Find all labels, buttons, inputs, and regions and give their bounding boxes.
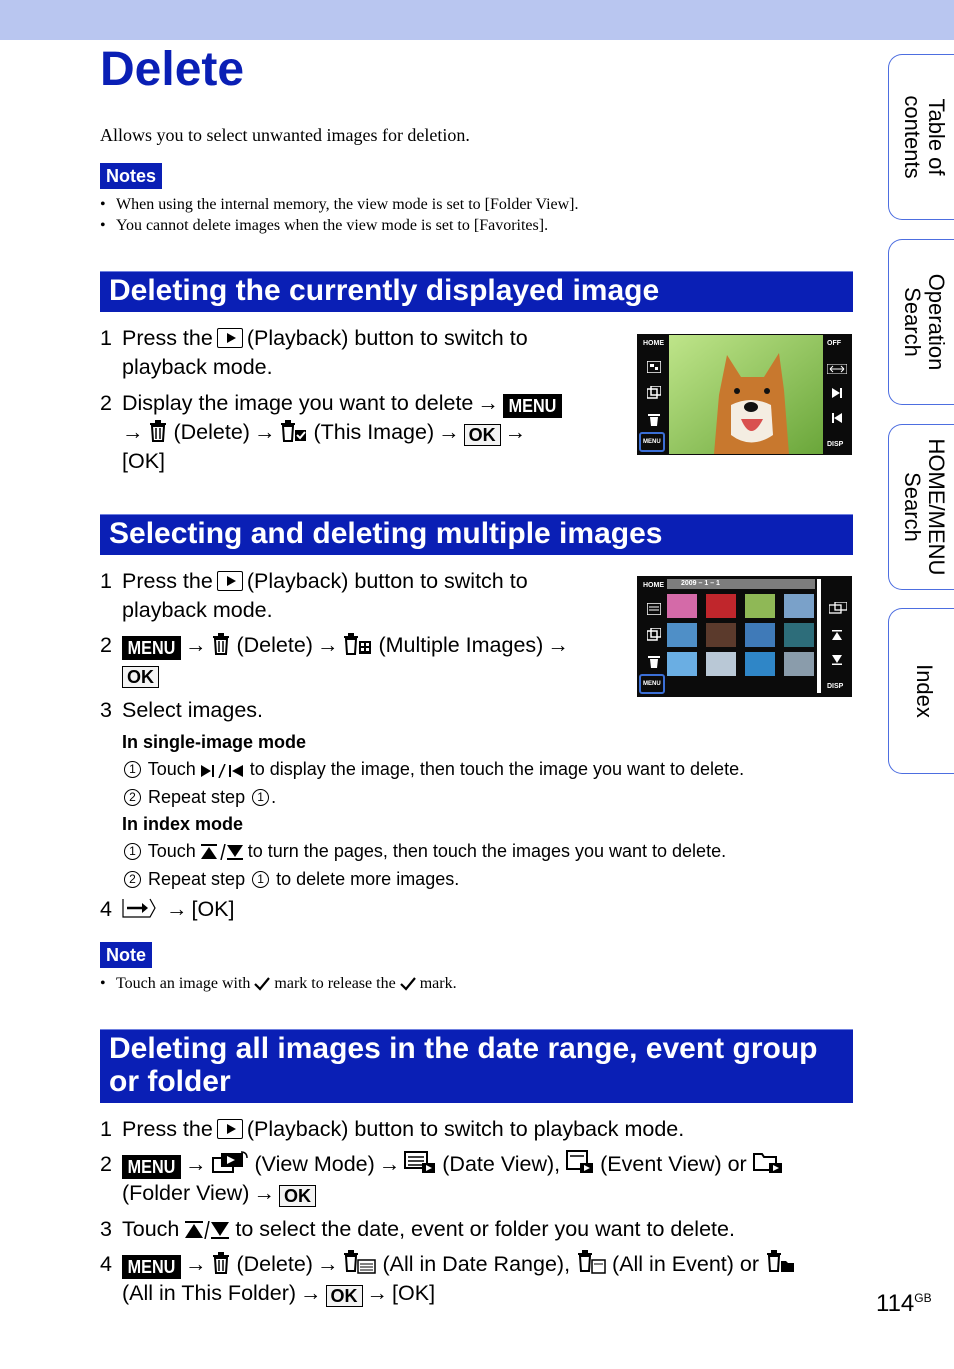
top-band xyxy=(0,0,954,40)
view-mode-icon xyxy=(647,628,661,642)
section3-step1: Press the (Playback) button to switch to playback mode. xyxy=(122,1117,685,1141)
date-view-icon xyxy=(647,603,661,615)
resize-icon xyxy=(827,364,847,374)
section2-step2: MENU → (Delete) → (Multiple Images) → OK xyxy=(122,631,573,689)
tab-index[interactable]: Index xyxy=(888,608,954,774)
note-label: Note xyxy=(100,942,152,968)
section3-step2: MENU → (View Mode) → (Date View), (Event View) or (Folder View) → OK xyxy=(122,1150,783,1208)
thumbnail[interactable] xyxy=(784,623,814,647)
ok-button-icon: OK xyxy=(464,424,501,446)
view-mode-icon xyxy=(211,1150,249,1174)
date-bar: 2009 – 1 – 1 xyxy=(667,579,815,589)
camera-screen-index xyxy=(637,576,852,697)
menu-icon: MENU xyxy=(503,394,562,418)
camera-screen-single xyxy=(637,334,852,455)
view-mode-switch-icon[interactable] xyxy=(829,602,847,614)
thumbnail[interactable] xyxy=(706,594,736,618)
note-item: • Touch an image with mark to release the mark. xyxy=(100,973,457,994)
thumbnail[interactable] xyxy=(706,623,736,647)
step-number: 1 xyxy=(100,1117,112,1141)
menu-icon: MENU xyxy=(122,1155,181,1179)
notes-label: Notes xyxy=(100,163,162,189)
thumbnail[interactable] xyxy=(745,652,775,676)
notes-list xyxy=(100,194,579,236)
event-view-icon xyxy=(566,1150,594,1174)
menu-icon: MENU xyxy=(122,1255,181,1279)
thumbnail[interactable] xyxy=(667,594,697,618)
checkmark-icon xyxy=(400,977,416,991)
tab-operation-search[interactable]: Operation Search xyxy=(888,239,954,405)
thumbnail[interactable] xyxy=(745,594,775,618)
ok-button-icon: OK xyxy=(122,666,159,688)
step-number: 2 xyxy=(100,1152,112,1176)
scrollbar[interactable] xyxy=(817,579,821,693)
playback-icon xyxy=(217,1119,243,1139)
thumbnail[interactable] xyxy=(706,652,736,676)
delete-this-image-icon xyxy=(279,420,307,442)
tab-table-of-contents[interactable]: Table of contents xyxy=(888,54,954,220)
ok-button-icon: OK xyxy=(326,1285,363,1307)
next-icon[interactable] xyxy=(832,388,842,398)
section2-step4: → [OK] xyxy=(122,895,235,924)
off-label: OFF xyxy=(827,340,841,347)
page-up-down-icon xyxy=(201,844,243,860)
page-up-icon[interactable] xyxy=(832,630,842,640)
disp-label: DISP xyxy=(827,683,844,690)
page-number: $114^{GB}$ xyxy=(876,1290,932,1317)
section2-step1: Press the (Playback) button to switch to playback mode. xyxy=(122,569,528,622)
thumbnail[interactable] xyxy=(667,623,697,647)
trash-icon xyxy=(148,420,168,442)
trash-icon xyxy=(648,654,660,668)
section1-step1: Press the (Playback) button to switch to playback mode. xyxy=(122,326,528,379)
page-up-down-icon xyxy=(185,1221,229,1239)
step-number: 4 xyxy=(100,1252,112,1276)
menu-button[interactable]: MENU xyxy=(639,674,665,694)
thumbnail[interactable] xyxy=(784,652,814,676)
checkmark-icon xyxy=(254,977,270,991)
slideshow-icon xyxy=(647,361,661,373)
step-number: 4 xyxy=(100,897,112,921)
view-mode-icon xyxy=(647,386,661,400)
thumbnail[interactable] xyxy=(745,623,775,647)
index-mode-heading: In index mode xyxy=(122,814,244,834)
playback-icon xyxy=(217,571,243,591)
thumbnail[interactable] xyxy=(667,652,697,676)
tab-home-menu-search[interactable]: HOME/MENU Search xyxy=(888,424,954,590)
step-number: 2 xyxy=(100,391,112,415)
thumbnail[interactable] xyxy=(784,594,814,618)
step-number: 1 xyxy=(100,326,112,350)
trash-icon xyxy=(211,633,231,655)
delete-multiple-images-icon xyxy=(342,633,372,655)
delete-all-in-event-icon xyxy=(576,1250,606,1274)
step-number: 1 xyxy=(100,569,112,593)
playback-icon xyxy=(217,328,243,348)
date-view-icon xyxy=(404,1150,436,1174)
folder-view-icon xyxy=(753,1150,783,1174)
note-item: • You cannot delete images when the view mode is set to [Favorites]. xyxy=(100,215,579,236)
trash-icon xyxy=(211,1252,231,1274)
ok-button-icon: OK xyxy=(279,1185,316,1207)
index-mode-step2: 2 Repeat step 1 to delete more images. xyxy=(122,866,459,893)
home-label: HOME xyxy=(643,340,664,347)
disp-label: DISP xyxy=(827,441,844,448)
section2-heading: Selecting and deleting multiple images xyxy=(100,514,853,555)
note-list xyxy=(100,973,457,994)
page-down-icon[interactable] xyxy=(832,655,842,665)
single-mode-step2: 2 Repeat step 1 . xyxy=(122,784,276,811)
section3-heading: Deleting all images in the date range, event group or folder xyxy=(100,1029,853,1103)
menu-button[interactable]: MENU xyxy=(639,432,665,452)
section3-step4: MENU → (Delete) → (All in Date Range), (All in Event) or (All in This Folder) → OK → [OK] xyxy=(122,1250,795,1308)
section1-step2: Display the image you want to delete → MENU → (Delete) → (This Image) → OK → [OK] xyxy=(122,389,562,476)
intro-text: Allows you to select unwanted images for deletion. xyxy=(100,125,470,145)
index-mode-step1: 1 Touch to turn the pages, then touch the images you want to delete. xyxy=(122,838,726,865)
section3-step3: Touch to select the date, event or folder you want to delete. xyxy=(122,1217,735,1241)
page-title: Delete xyxy=(100,43,245,96)
trash-icon xyxy=(648,412,660,426)
section1-heading: Deleting the currently displayed image xyxy=(100,271,853,312)
step-number: 3 xyxy=(100,698,112,722)
delete-all-in-folder-icon xyxy=(765,1250,795,1274)
single-mode-step1: 1 Touch to display the image, then touch the image you want to delete. xyxy=(122,756,744,783)
step-number: 2 xyxy=(100,633,112,657)
enter-arrow-icon xyxy=(122,897,156,919)
next-previous-icon xyxy=(201,764,245,778)
single-mode-heading: In single-image mode xyxy=(122,732,307,752)
home-label: HOME xyxy=(643,582,664,589)
step-number: 3 xyxy=(100,1217,112,1241)
note-item: • When using the internal memory, the view mode is set to [Folder View]. xyxy=(100,194,579,215)
delete-all-date-range-icon xyxy=(342,1250,376,1274)
section2-step3: Select images. xyxy=(122,698,264,722)
dog-photo xyxy=(669,335,823,454)
menu-icon: MENU xyxy=(122,636,181,660)
previous-icon[interactable] xyxy=(832,413,842,423)
